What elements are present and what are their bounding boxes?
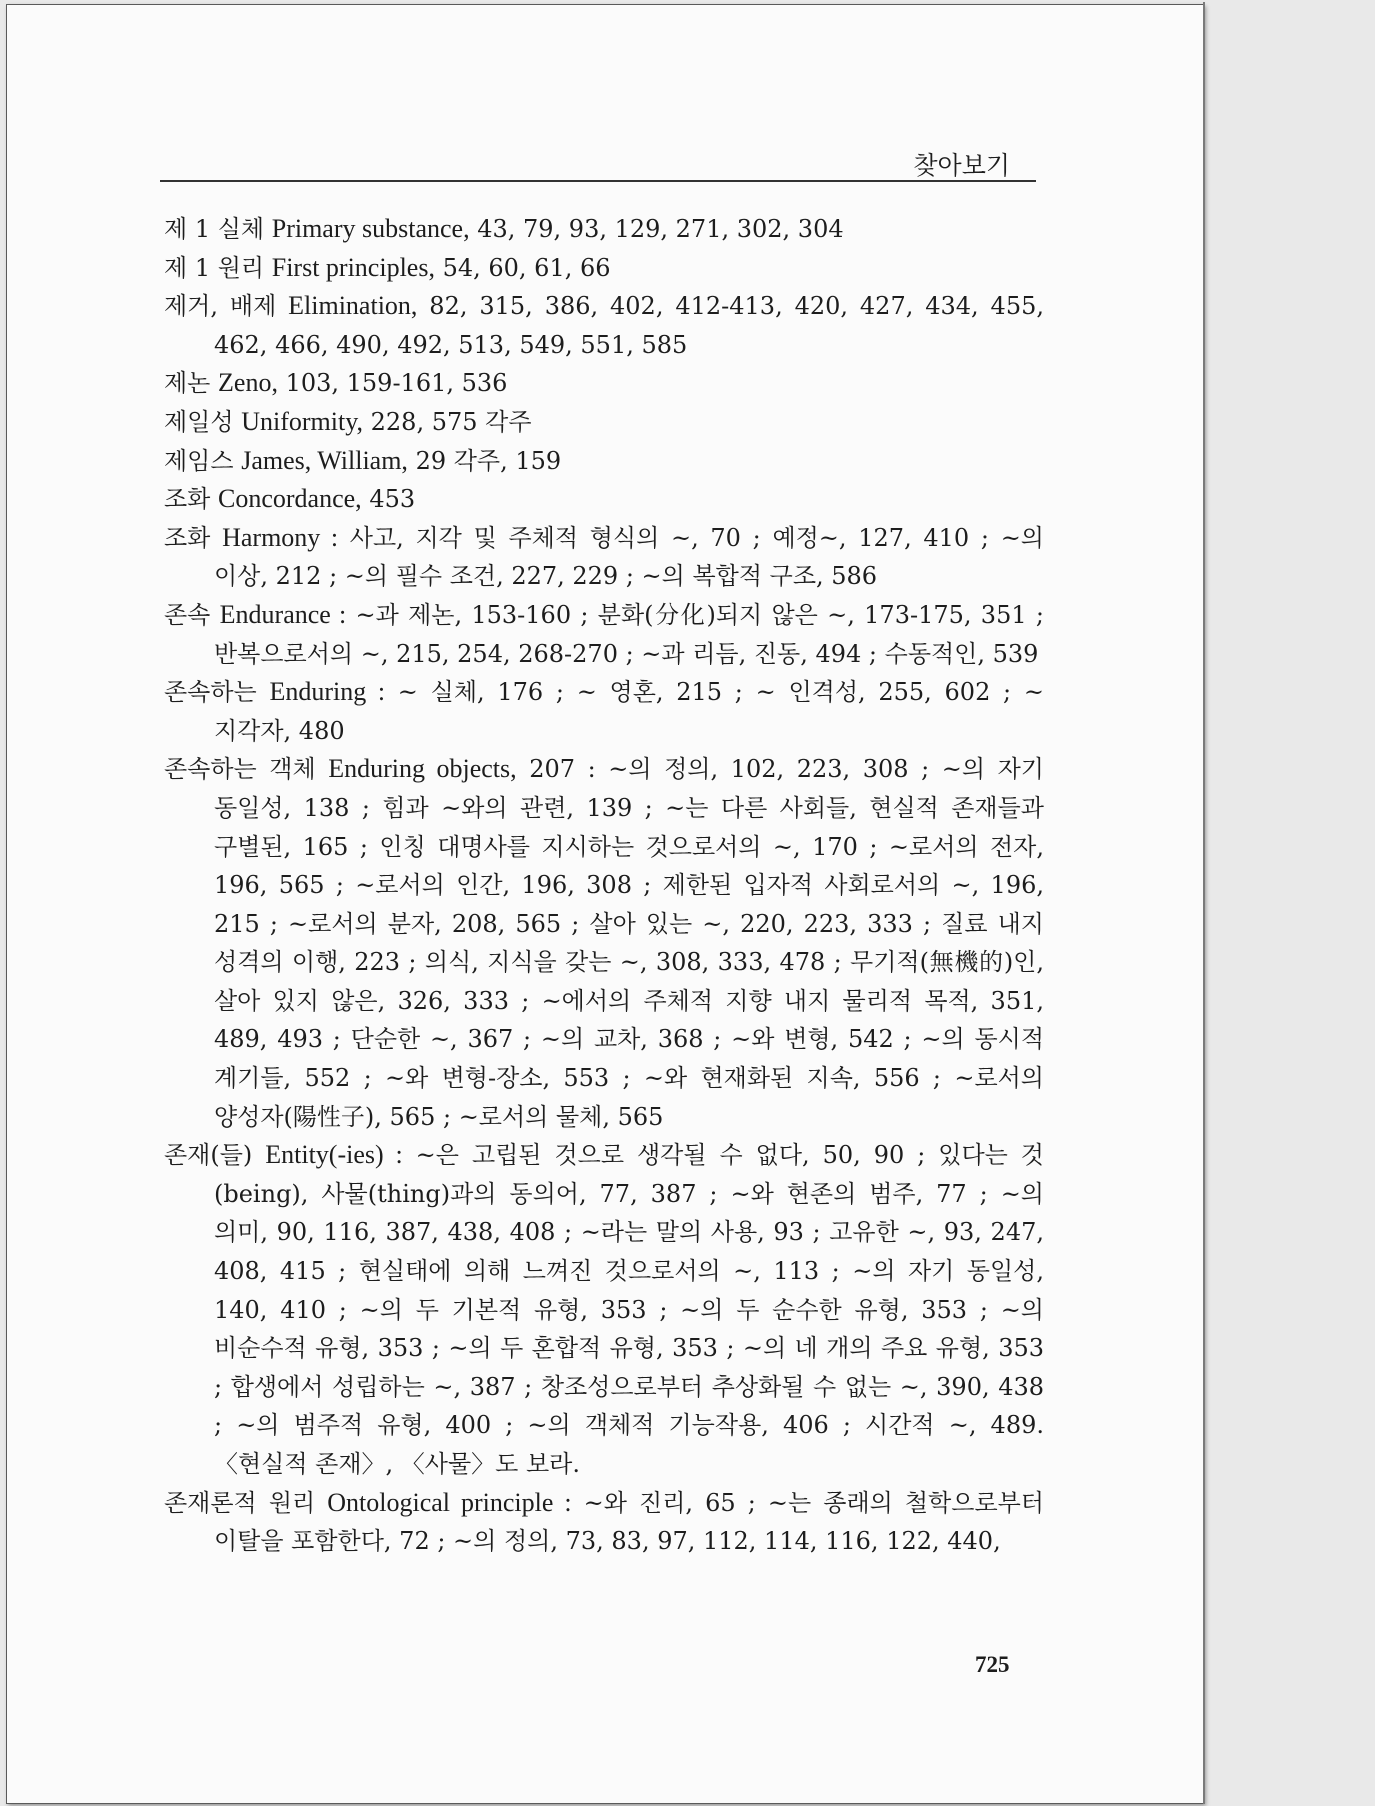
- entry-english: Endurance :: [219, 599, 347, 629]
- entry-term: 존재론적 원리: [164, 1488, 316, 1517]
- entry-refs: 82, 315, 386, 402, 412-413, 420, 427, 434, 455, 462, 466, 490, 492, 513, 549, 551, 585: [214, 292, 1044, 359]
- index-entry: [164, 750, 1044, 1136]
- entry-english: Enduring :: [269, 677, 386, 707]
- index-entry: [164, 596, 1044, 673]
- entry-english: First principles,: [271, 252, 435, 282]
- entry-term: 조화: [164, 523, 211, 552]
- running-header-title: 찾아보기: [913, 151, 1010, 180]
- entry-english: Ontological principle :: [327, 1487, 572, 1517]
- page-number: 725: [975, 1652, 1010, 1677]
- entry-refs: 43, 79, 93, 129, 271, 302, 304: [469, 215, 844, 243]
- index-list: [164, 210, 1044, 1561]
- entry-english: Zeno,: [218, 368, 278, 398]
- entry-english: Harmony :: [222, 522, 339, 552]
- index-entry: [164, 673, 1044, 750]
- entry-refs: 453: [361, 485, 416, 514]
- entry-term: 존속: [164, 600, 211, 629]
- entry-term: 제 1 실체: [164, 215, 265, 243]
- entry-refs: ~은 고립된 것으로 생각될 수 없다, 50, 90 ; 있다는 것(being), 사물(thing)과의 동의어, 77, 387 ; ~와 현존의 범주, 77 ; ~의 의미, 90, 116, 387, 438, 408 ; ~라는 말의 사용, 93 ; 고유한 ~, 93, 247, 408, 415 ; 현실태에 의해 느껴진 것으로서의 ~, 113 ; ~의 자기 동일성, 140, 410 ; ~의 두 기본적 유형, 353 ; ~의 두 순수한 유형, 353 ; ~의 비순수적 유형, 353 ; ~의 두 혼합적 유형, 353 ; ~의 네 개의 주요 유형, 353 ; 합생에서 성립하는 ~, 387 ; 창조성으로부터 추상화될 수 없는 ~, 390, 438 ; ~의 범주적 유형, 400 ; ~의 객체적 기능작용, 406 ; 시간적 ~, 489. 〈현실적 존재〉, 〈사물〉도 보라.: [214, 1141, 1044, 1478]
- entry-refs: ~ 실체, 176 ; ~ 영혼, 215 ; ~ 인격성, 255, 602 ; ~ 지각자, 480: [214, 678, 1044, 745]
- entry-refs: 207 : ~의 정의, 102, 223, 308 ; ~의 자기 동일성, 138 ; 힘과 ~와의 관련, 139 ; ~는 다른 사회들, 현실적 존재들과 구별된, 165 ; 인칭 대명사를 지시하는 것으로서의 ~, 170 ; ~로서의 전자, 196, 565 ; ~로서의 인간, 196, 308 ; 제한된 입자적 사회로서의 ~, 196, 215 ; ~로서의 분자, 208, 565 ; 살아 있는 ~, 220, 223, 333 ; 질료 내지 성격의 이행, 223 ; 의식, 지식을 갖는 ~, 308, 333, 478 ; 무기적(無機的)인, 살아 있지 않은, 326, 333 ; ~에서의 주체적 지향 내지 물리적 목적, 351, 489, 493 ; 단순한 ~, 367 ; ~의 교차, 368 ; ~와 변형, 542 ; ~의 동시적 계기들, 552 ; ~와 변형-장소, 553 ; ~와 현재화된 지속, 556 ; ~로서의 양성자(陽性子), 565 ; ~로서의 물체, 565: [214, 755, 1044, 1131]
- index-entry: [164, 249, 1044, 288]
- entry-term: 존재(들): [164, 1141, 253, 1170]
- index-entry: [164, 403, 1044, 442]
- entry-english: Elimination,: [288, 291, 418, 321]
- index-entry: [164, 519, 1044, 596]
- entry-term: 존속하는 객체: [164, 755, 316, 784]
- entry-refs: 103, 159-161, 536: [277, 369, 508, 398]
- entry-english: Enduring objects,: [328, 754, 517, 784]
- index-entry: [164, 1136, 1044, 1483]
- entry-term: 제임스: [164, 446, 234, 475]
- index-entry: [164, 480, 1044, 519]
- index-entry: [164, 287, 1044, 364]
- index-entry: [164, 210, 1044, 249]
- entry-term: 제일성: [164, 407, 234, 436]
- entry-refs: ~과 제논, 153-160 ; 분화(分化)되지 않은 ~, 173-175, 351 ; 반복으로서의 ~, 215, 254, 268-270 ; ~과 리듬, 진동, 494 ; 수동적인, 539: [214, 600, 1044, 668]
- index-entry: [164, 442, 1044, 481]
- entry-refs: ~와 진리, 65 ; ~는 종래의 철학으로부터 이탈을 포함한다, 72 ; ~의 정의, 73, 83, 97, 112, 114, 116, 122, 440,: [214, 1488, 1044, 1556]
- index-entry: [164, 364, 1044, 403]
- entry-english: Concordance,: [218, 484, 362, 514]
- entry-refs: 228, 575 각주: [363, 407, 532, 436]
- entry-refs: 사고, 지각 및 주체적 형식의 ~, 70 ; 예정~, 127, 410 ; ~의 이상, 212 ; ~의 필수 조건, 227, 229 ; ~의 복합적 구조, 586: [214, 523, 1044, 591]
- entry-term: 존속하는: [164, 678, 257, 707]
- entry-english: Uniformity,: [241, 406, 364, 436]
- entry-term: 제 1 원리: [164, 253, 265, 282]
- entry-term: 제거, 배제: [164, 292, 277, 321]
- running-header: [160, 140, 1036, 182]
- entry-refs: 54, 60, 61, 66: [434, 253, 611, 282]
- entry-term: 조화: [164, 485, 211, 514]
- entry-english: James, William,: [241, 445, 408, 475]
- entry-term: 제논: [164, 369, 211, 398]
- index-entry: [164, 1484, 1044, 1561]
- page-edge: [1203, 2, 1205, 1804]
- entry-english: Primary substance,: [271, 214, 470, 243]
- entry-english: Entity(-ies) :: [265, 1140, 403, 1170]
- entry-refs: 29 각주, 159: [407, 446, 562, 475]
